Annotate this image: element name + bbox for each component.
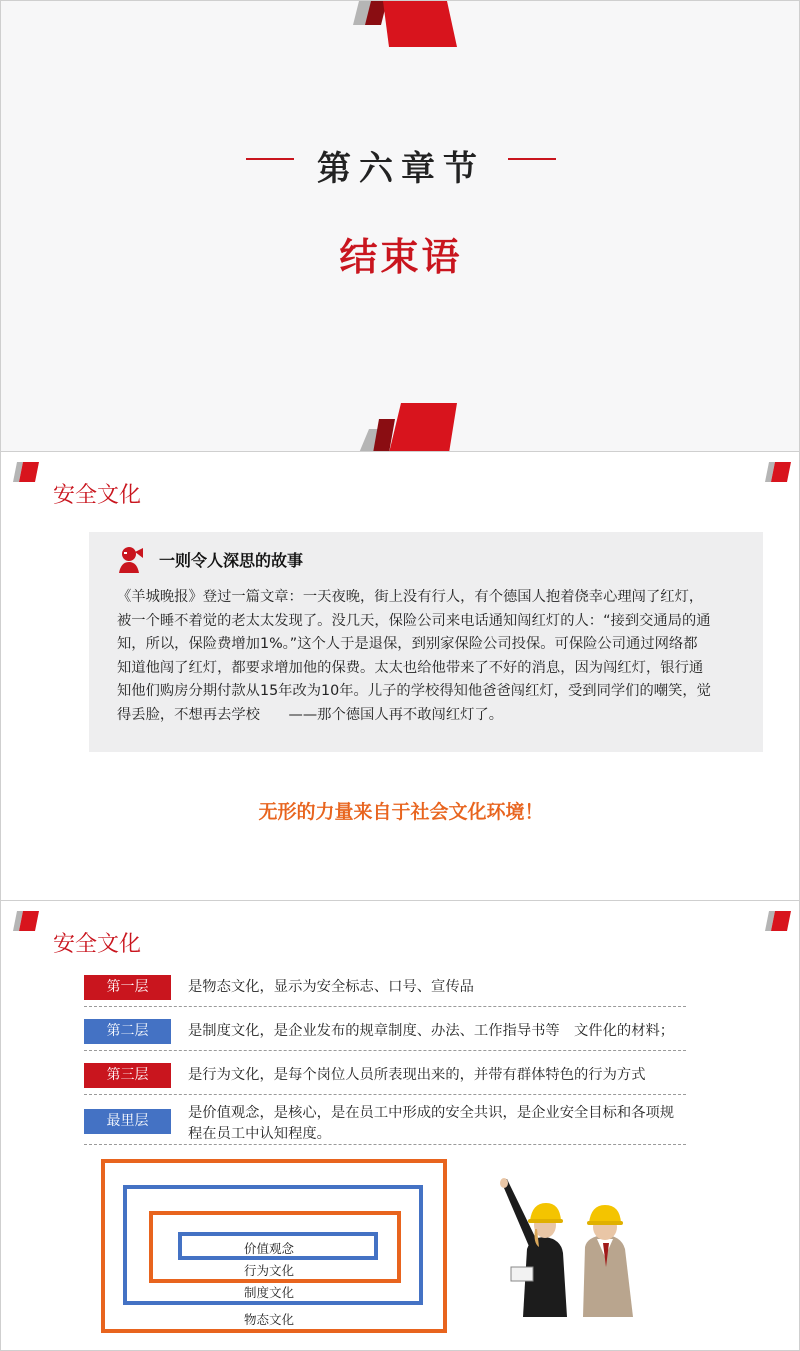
story-box [89, 532, 763, 752]
story-line: 知道他闯了红灯，都要求增加他的保费。太太也给他带来了不好的消息，因为闯红灯，银行通 [117, 659, 704, 676]
slide-chapter-cover [0, 0, 800, 452]
layer-desc: 是行为文化，是每个岗位人员所表现出来的，并带有群体特色的行为方式 [188, 1067, 646, 1083]
material-culture-label: 物态文化 [243, 1312, 294, 1327]
closing-title: 结束语 [339, 235, 463, 279]
layer-row-2 [84, 1017, 686, 1051]
story-line: 知他们购房分期付款从15年改为10年。儿子的学校得知他爸爸闯红灯，受到同学们的嘲笑，觉 [117, 683, 711, 699]
layer-row-4 [84, 1103, 686, 1145]
speaker-icon [117, 545, 145, 573]
story-text [117, 586, 739, 727]
section-title: 安全文化 [53, 932, 142, 957]
right-rule [508, 158, 556, 160]
story-line: 《羊城晚报》登过一篇文章：一天夜晚，街上没有行人，有个德国人抱着侥幸心理闯了红灯， [117, 589, 704, 605]
story-header [117, 544, 303, 574]
slogan: 无形的力量来自于社会文化环境！ [258, 801, 544, 823]
layer-desc: 是价值观念，是核心，是在员工中形成的安全共识，是企业安全目标和各项规程在员工中认知程度。 [188, 1105, 675, 1142]
layer-tag: 最里层 [84, 1109, 171, 1134]
left-rule [246, 158, 294, 160]
corner-flag-left [13, 911, 39, 931]
behavior-culture-label: 行为文化 [243, 1263, 294, 1278]
bottom-ribbon-decoration [353, 403, 463, 452]
layer-tag: 第一层 [84, 975, 171, 1000]
layer-desc: 是制度文化，是企业发布的规章制度、办法、工作指导书等 文件化的材料； [188, 1023, 675, 1039]
chapter-heading-row [1, 141, 800, 189]
story-line: 得丢脸，不想再去学校 ——那个德国人再不敢闯红灯了。 [117, 706, 504, 723]
corner-flag-right [765, 462, 791, 482]
corner-flag-left [13, 462, 39, 482]
layer-row-3 [84, 1061, 686, 1095]
workers-illustration [487, 1177, 667, 1317]
layer-tag: 第三层 [84, 1063, 171, 1088]
corner-flag-right [765, 911, 791, 931]
layer-tag: 第二层 [84, 1019, 171, 1044]
layer-desc: 是物态文化，显示为安全标志、口号、宣传品 [188, 979, 474, 995]
chapter-title: 第六章节 [317, 149, 485, 189]
system-culture-label: 制度文化 [243, 1285, 294, 1300]
value-concept-label: 价值观念 [243, 1241, 294, 1256]
slide-safety-culture-layers [0, 900, 800, 1351]
story-heading: 一则令人深思的故事 [159, 550, 304, 570]
story-line: 知，所以，保险费增加1%。”这个人于是退保，到别家保险公司投保。可保险公司通过网络都 [117, 636, 698, 652]
story-line: 被一个睡不着觉的老太太发现了。没几天，保险公司来电话通知闯红灯的人：“接到交通局的通 [117, 612, 711, 629]
section-title: 安全文化 [53, 483, 142, 508]
top-ribbon-decoration [353, 1, 463, 49]
slide-safety-culture-story [0, 451, 800, 901]
layer-row-1 [84, 973, 686, 1007]
